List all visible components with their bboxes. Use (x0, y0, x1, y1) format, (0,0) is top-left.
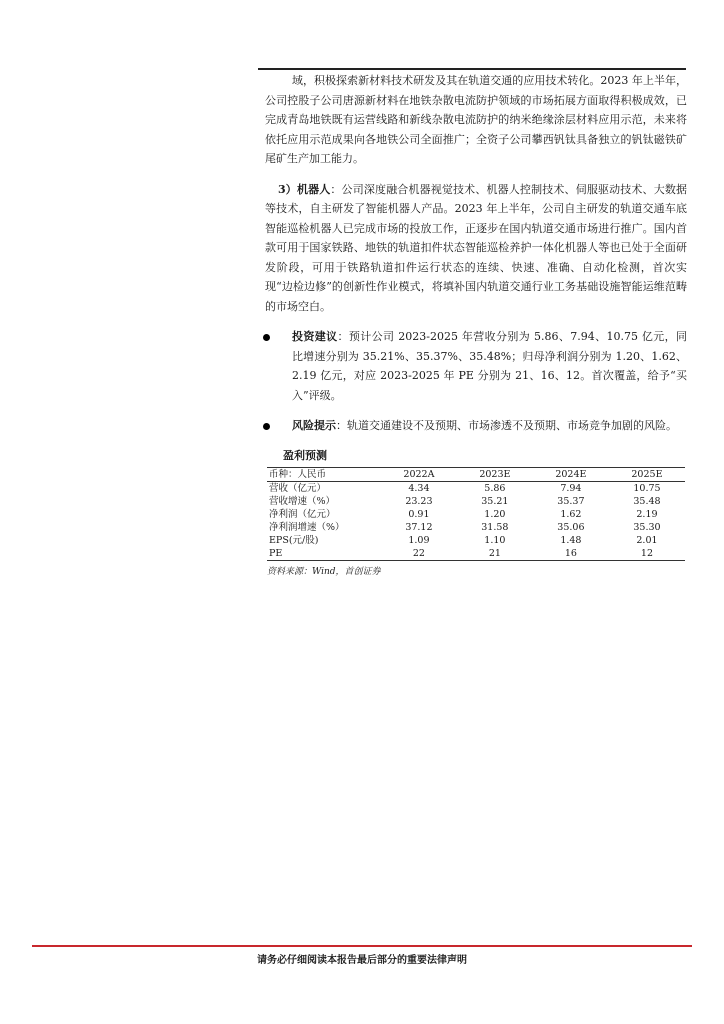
table-title: 盈利预测 (283, 448, 327, 462)
table-cell: 1.62 (560, 508, 582, 520)
table-cell: 1.20 (484, 508, 506, 520)
table-row (267, 534, 685, 547)
table-cell: 7.94 (560, 482, 582, 494)
table-header-row (267, 467, 685, 481)
risk-warning-body: ：轨道交通建设不及预期、市场渗透不及预期、市场竞争加剧的风险。 (336, 419, 677, 432)
table-row (267, 521, 685, 534)
risk-warning-bullet (265, 416, 687, 436)
table-cell: 23.23 (405, 495, 433, 507)
table-cell: 4.34 (408, 482, 430, 494)
table-cell: 12 (640, 547, 653, 559)
table-cell: 21 (488, 547, 501, 559)
investment-advice-body: ：预计公司 2023-2025 年营收分别为 5.86、7.94、10.75 亿元，同比增速分别为 35.21%、35.37%、35.48%；归母净利润分别为 1.20、1.62、2.19 亿元，对应 2023-2025 年 PE 分别为 21、16、12。首次覆盖，给予“买入”评级。 (292, 330, 687, 402)
table-cell: 1.09 (408, 534, 430, 546)
table-row (267, 547, 685, 561)
robot-paragraph (265, 180, 687, 317)
profit-forecast-table (267, 467, 685, 561)
robot-text: ：公司深度融合机器视觉技术、机器人控制技术、伺服驱动技术、大数据等技术，自主研发了智能机器人产品。2023 年上半年，公司自主研发的轨道交通车底智能巡检机器人已完成市场的投放工作，正逐步在国内轨道交通市场进行推广。国内首款可用于国家铁路、地铁的轨道扣件状态智能巡检养护一体化机器人等也已处于全面研发阶段，可用于铁路轨道扣件运行状态的连续、快速、准确、自动化检测，首次实现“边检边修”的创新性作业模式，将填补国内轨道交通行业工务基础设施智能运维范畴的市场空白。 (265, 182, 688, 313)
investment-advice-label: 投资建议 (292, 330, 338, 343)
footer-rule (32, 945, 692, 947)
table-cell: 35.30 (633, 521, 661, 533)
legal-disclaimer: 请务必仔细阅读本报告最后部分的重要法律声明 (257, 955, 467, 966)
table-cell: 37.12 (405, 521, 433, 533)
table-row (267, 495, 685, 508)
bullet-dot-icon (263, 423, 270, 430)
row-label: 营收（亿元） (269, 482, 327, 494)
header-cell: 币种：人民币 (269, 468, 327, 480)
investment-advice-text (292, 327, 687, 405)
table-cell: 2.19 (636, 508, 658, 520)
table-cell: 5.86 (484, 482, 506, 494)
materials-paragraph: 域，积极探索新材料技术研发及其在轨道交通的应用技术转化。2023 年上半年，公司控股子公司唐源新材料在地铁杂散电流防护领域的市场拓展方面取得积极成效，已完成青岛地铁既有运营线路和新线杂散电流防护的纳米绝缘涂层材料应用示范，未来将依托应用示范成果向各地铁公司全面推广；全资子公司攀西钒钛具备独立的钒钛磁铁矿尾矿生产加工能力。 (265, 74, 687, 165)
table-cell: 16 (564, 547, 577, 559)
row-label: EPS(元/股) (269, 534, 319, 546)
header-cell: 2023E (479, 468, 511, 480)
table-cell: 35.48 (633, 495, 661, 507)
header-cell: 2025E (631, 468, 663, 480)
profit-forecast-block (267, 447, 687, 577)
row-label: PE (269, 547, 283, 559)
table-cell: 35.21 (481, 495, 509, 507)
row-label: 净利润增速（%） (269, 521, 345, 533)
row-label: 营收增速（%） (269, 495, 336, 507)
table-cell: 1.10 (484, 534, 506, 546)
bullet-dot-icon (263, 334, 270, 341)
robot-heading: 3）机器人 (278, 182, 331, 196)
table-row (267, 508, 685, 521)
risk-warning-text (292, 416, 687, 436)
table-cell: 0.91 (408, 508, 430, 520)
header-cell: 2024E (555, 468, 587, 480)
table-cell: 1.48 (560, 534, 582, 546)
table-cell: 2.01 (636, 534, 658, 546)
investment-advice-bullet (265, 327, 687, 405)
row-label: 净利润（亿元） (269, 508, 336, 520)
table-cell: 22 (412, 547, 425, 559)
data-source-note: 资料来源：Wind，首创证券 (267, 566, 381, 577)
table-cell: 31.58 (481, 521, 509, 533)
risk-warning-label: 风险提示 (292, 419, 336, 432)
table-cell: 35.37 (557, 495, 585, 507)
table-row (267, 481, 685, 495)
table-cell: 35.06 (557, 521, 585, 533)
table-cell: 10.75 (633, 482, 661, 494)
header-cell: 2022A (403, 468, 435, 480)
report-content (265, 70, 687, 577)
